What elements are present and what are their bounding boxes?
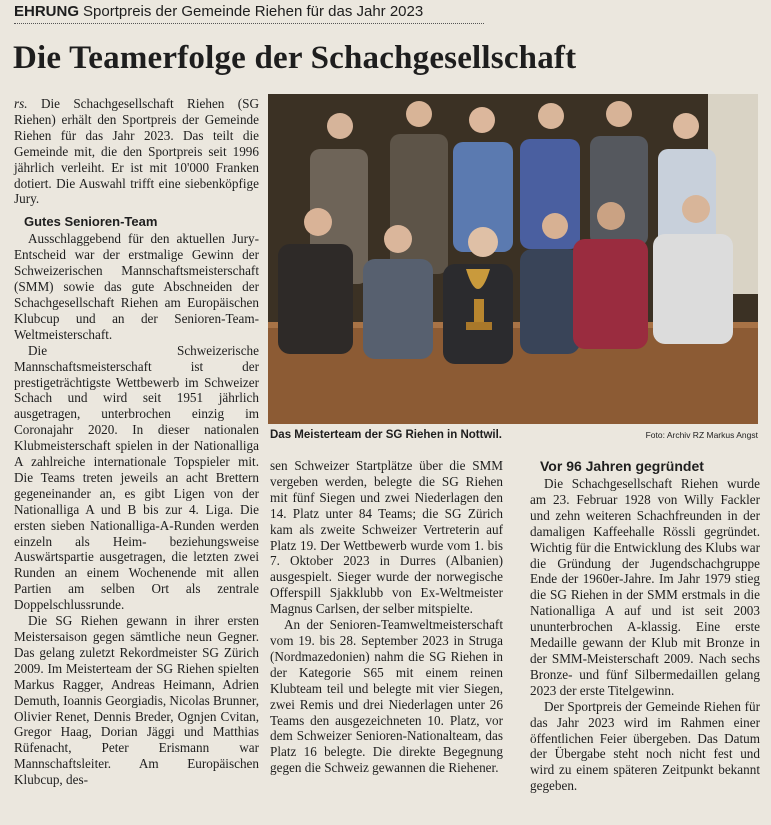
- paragraph-7: Der Sportpreis der Gemeinde Riehen für das Jahr 2023 wird im Rahmen einer öffentlichen Feier übergeben. Das Datum der Übergabe steht noch nicht fest und wird zu einem späteren Zeitpunkt bekannt gegeben.: [530, 698, 760, 794]
- team-photo-image: [268, 94, 758, 424]
- article-column-2: [270, 458, 503, 776]
- byline: rs.: [14, 96, 28, 111]
- photo-caption: Das Meisterteam der SG Riehen in Nottwil.: [270, 429, 502, 441]
- subhead-senioren: Gutes Senioren-Team: [24, 214, 158, 230]
- team-photo: [268, 94, 758, 424]
- photo-caption-row: [270, 428, 758, 442]
- paragraph-3: Die SG Riehen gewann in ihrer ersten Meistersaison gegen sämtliche neun Gegner. Das gelang zuletzt Rekordmeister SG Zürich 2009. Im Meisterteam der SG Riehen spielten Markus Ragger, Andreas Heimann, Adrien Demuth, Ioannis Georgiadis, Nicolas Brunner, Olivier Renet, Dennis Breder, Ognjen Cvitan, Gregor Haag, Dorian Jäggi und Matthias Rüfenacht, Peter Erismann war Mannschaftsleiter. Am Europäischen Klubcup, des-: [14, 613, 259, 788]
- paragraph-6: Die Schachgesellschaft Riehen wurde am 23. Februar 1928 von Willy Fackler und zehn weiteren Schachfreunden in der damaligen Kaffeehalle Rössli gegründet. Wichtig für die Entwicklung des Klubs war die Gründung der Jugendschachgruppe Ende der 1960er-Jahre. Im Jahr 1979 stieg die SG Riehen in der SMM erstmals in die Nationalliga A auf und ist seit 2003 ununterbrochen A-klassig. Eine erste Medaille gewann der Klub mit Bronze in der SMM-Meisterschaft 2009. Nach sechs Bronze- und fünf Silbermedaillen gelang 2023 der erste Titelgewinn.: [530, 476, 760, 698]
- photo-credit: Foto: Archiv RZ Markus Angst: [645, 430, 758, 440]
- paragraph-1: Ausschlaggebend für den aktuellen Jury-Entscheid war der erstmalige Gewinn der Schweizerischen Mannschaftsmeisterschaft (SMM) sowie das gute Abschneiden der Schachgesellschaft Riehen am Europäischen Klubcup und an der Senioren-Team-Weltmeisterschaft.: [14, 231, 259, 342]
- intro-text: Die Schachgesellschaft Riehen (SG Riehen) erhält den Sportpreis der Gemeinde Riehen für das Jahr 2023. Das teilt die Gemeinde mit, die den Sportpreis seit 1996 jährlich verleiht. Er ist mit 10'000 Franken dotiert. Die Auswahl trifft eine siebenköpfige Jury.: [14, 96, 260, 207]
- kicker-text: Sportpreis der Gemeinde Riehen für das Jahr 2023: [83, 3, 424, 20]
- kicker-line: [14, 2, 484, 24]
- paragraph-2: Die Schweizerische Mannschaftsmeisterschaft ist der prestigeträchtigste Wettbewerb im Schweizer Schach und wird seit 1951 jährlich ausgetragen, unterbrochen einzig im Coronajahr 2020. In dieser nationalen Klubmeisterschaft spielen in der Nationalliga A zahlreiche internationale Topspieler mit. Die Teams treten jeweils an acht Brettern gegeneinander an, es gibt Ligen von der Nationalliga A und B bis zur 4. Liga. Die ersten sieben Nationalliga-A-Runden werden einzeln als Heim- beziehungsweise Auswärtspartie ausgetragen, die letzten zwei Runden an einem Wochenende mit allen Partien am selben Ort als zentrale Doppelschlussrunde.: [14, 342, 259, 613]
- article-column-3: [530, 458, 760, 794]
- intro-paragraph: [14, 96, 259, 207]
- article-column-1: [14, 96, 259, 788]
- kicker-label: EHRUNG: [14, 3, 80, 20]
- paragraph-4: sen Schweizer Startplätze über die SMM vergeben werden, belegte die SG Riehen mit fünf Siegen und zwei Niederlagen den 14. Platz unter 84 Teams; die SG Zürich kam als zweite Schweizer Vertreterin auf Platz 19. Der Wettbewerb wurde vom 1. bis 7. Oktober 2023 in Durres (Albanien) ausgespielt. Sieger wurde der norwegische Offerspill Sjakklubb von Ex-Weltmeister Magnus Carlsen, der selber mitspielte.: [270, 458, 503, 617]
- subhead-gruendung: Vor 96 Jahren gegründet: [540, 458, 704, 474]
- paragraph-5: An der Senioren-Teamweltmeisterschaft vom 19. bis 28. September 2023 in Struga (Nordmazedonien) nahm die SG Riehen in der Kategorie S65 mit einem reinen Klubteam teil und belegte mit vier Siegen, zwei Remis und drei Niederlagen unter 26 Teams den ausgezeichneten 10. Platz, vor dem Schweizer Senioren-Nationalteam, das Platz 16 belegte. Die direkte Begegnung gegen die Schweiz gewannen die Riehener.: [270, 617, 503, 776]
- headline: Die Teamerfolge der Schachgesellschaft: [13, 40, 577, 76]
